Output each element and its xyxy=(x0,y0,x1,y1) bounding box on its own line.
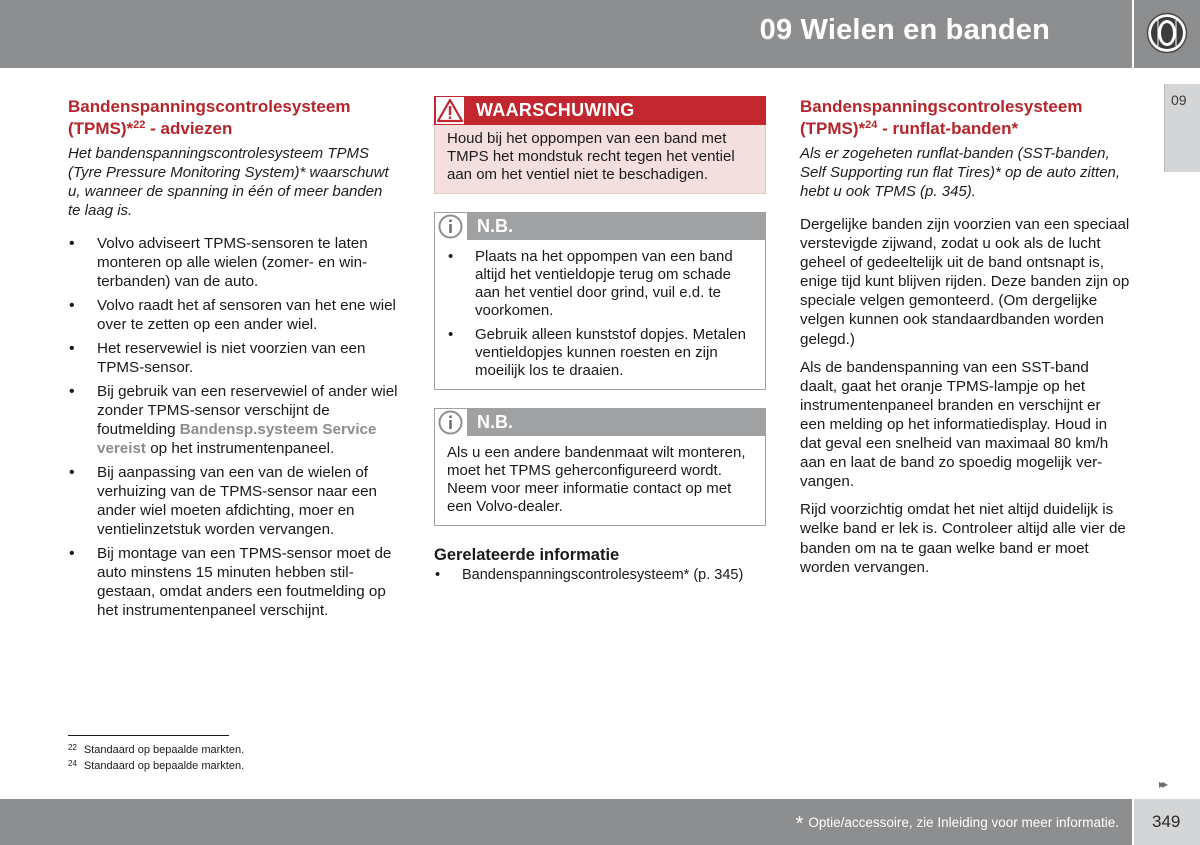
note-label: N.B. xyxy=(477,216,513,236)
list-item: • Het reservewiel is niet voorzien van een TPMS-sensor. xyxy=(68,339,398,377)
note-text: Als u een andere bandenmaat wilt monteren, moet het TPMS geherconfigureerd wordt. Neem voor meer informatie contact op met een Volvo-dealer. xyxy=(447,444,746,515)
footnote-number: 24 xyxy=(68,759,77,768)
paragraph: Als de bandenspanning van een SST-band daalt, gaat het oranje TPMS-lampje op het instrumentenpaneel branden en verschijnt er een melding op het informatiedisplay. Houd in dat geval een snelheid van maximaal 80 km/h aan en laat de band zo spoedig mogelijk vervangen. xyxy=(800,358,1109,491)
footnote-number: 22 xyxy=(68,743,77,752)
footer-note xyxy=(796,813,1119,836)
footnote xyxy=(68,757,244,773)
paragraph: Dergelijke banden zijn voorzien van een speciaal verstevigde zijwand, zodat u ook als de lucht geheel of gedeeltelijk uit de band ontsnapt is, enige tijd kunt blijven rijden. Deze banden zijn op speciale velgen gemonteerd. (Om dergelijke velgen kunnen ook standaardbanden worden gelegd.) xyxy=(800,216,1130,348)
list-item: • Volvo adviseert TPMS-sensoren te laten monteren op alle wielen (zomer- en winterbanden) van de auto. xyxy=(68,234,398,291)
title-rest: - adviezen xyxy=(145,119,233,138)
column-tpms-advice xyxy=(68,96,398,625)
chapter-tab-label: 09 xyxy=(1171,92,1187,108)
continue-arrows-icon: ▸▸ xyxy=(1159,777,1166,791)
warning-header xyxy=(434,96,766,125)
footnote-text: Standaard op bepaalde markten. xyxy=(83,744,245,756)
advice-list xyxy=(68,234,398,620)
section-title-tpms-advice xyxy=(68,96,398,140)
section-intro: Het bandenspanningscontrolesysteem TPMS (Tyre Pressure Monitoring System)* waarschuwt u, wanneer de spanning in één of meer banden te laag is. xyxy=(68,145,389,219)
column-notices xyxy=(434,96,766,584)
list-item xyxy=(68,382,398,458)
section-intro: Als er zogeheten runflat-banden (SST-banden, Self Supporting run flat Tires)* op de auto zitten, hebt u ook TPMS (p. 345). xyxy=(800,145,1121,200)
list-item: • Gebruik alleen kunststof dopjes. Metalen ventieldopjes kunnen roesten en zijn moeilijk los te draaien. xyxy=(447,326,753,380)
tire-icon xyxy=(1146,12,1188,54)
list-item: • Volvo raadt het af sensoren van het ene wiel over te zetten op een ander wiel. xyxy=(68,296,398,334)
footnote xyxy=(68,741,244,757)
footnote-ref: 24 xyxy=(865,119,878,131)
runflat-body xyxy=(800,215,1130,577)
warning-triangle-icon xyxy=(436,97,464,124)
note-box xyxy=(434,212,766,390)
related-info-heading: Gerelateerde informatie xyxy=(434,546,620,564)
title-main: Bandenspanningscontrolesysteem (TPMS)* xyxy=(68,97,351,138)
related-info-link[interactable]: • Bandenspanningscontrolesysteem* (p. 345) xyxy=(434,566,766,584)
chapter-side-tab xyxy=(1164,84,1200,172)
page-number: 349 xyxy=(1152,812,1181,831)
section-title-runflat xyxy=(800,96,1130,140)
warning-box xyxy=(434,96,766,194)
title-main: Bandenspanningscontrolesysteem (TPMS)* xyxy=(800,97,1083,138)
footnotes xyxy=(68,741,244,773)
title-rest: - runflat-banden* xyxy=(877,119,1019,138)
paragraph: Rijd voorzichtig omdat het niet altijd duidelijk is welke band er lek is. Controleer altijd alle vier de banden om na te gaan welke band er moet worden vervangen. xyxy=(800,501,1126,576)
list-item: • Plaats na het oppompen van een band altijd het ventieldopje terug om schade aan het ventiel door grind, vuil e.d. te voorkomen. xyxy=(447,248,753,320)
page-header xyxy=(0,0,1132,68)
note-header xyxy=(435,213,765,240)
footnote-divider xyxy=(68,735,229,736)
list-item: • Bij aanpassing van een van de wielen of verhuizing van de TPMS-sensor naar een ander wiel moeten afdichting, moer en ventielinzetstuk worden vervangen. xyxy=(68,463,398,539)
warning-text: Houd bij het oppompen van een band met TMPS het mondstuk recht tegen het ventiel aan om het ventiel niet te beschadigen. xyxy=(434,125,766,194)
page-footer xyxy=(0,799,1132,845)
page-number-box xyxy=(1132,799,1200,845)
chapter-title: 09 Wielen en banden xyxy=(759,14,1050,46)
info-icon xyxy=(438,214,463,239)
display-message: Bandensp.systeem Service vereist xyxy=(97,421,377,457)
bullet-text: Bij gebruik van een reservewiel of ander wiel zonder TPMS-sensor verschijnt de foutmelding xyxy=(97,383,398,438)
footer-note-text: Optie/accessoire, zie Inleiding voor meer informatie. xyxy=(808,815,1119,830)
footnote-ref: 22 xyxy=(133,119,146,131)
bullet-text: op het instrumentenpaneel. xyxy=(145,440,335,457)
note-header xyxy=(435,409,765,436)
note-label: N.B. xyxy=(477,412,513,432)
warning-label: WAARSCHUWING xyxy=(476,100,635,120)
footnote-text: Standaard op bepaalde markten. xyxy=(83,760,245,772)
info-icon xyxy=(438,410,463,435)
asterisk: * xyxy=(795,813,804,835)
note-box xyxy=(434,408,766,526)
chapter-icon-box xyxy=(1132,0,1200,68)
note-body xyxy=(435,240,765,389)
column-runflat xyxy=(800,96,1130,586)
list-item: • Bij montage van een TPMS-sensor moet de auto minstens 15 minuten hebben stilgestaan, omdat anders een foutmelding op het instrumentenpaneel verschijnt. xyxy=(68,544,398,620)
